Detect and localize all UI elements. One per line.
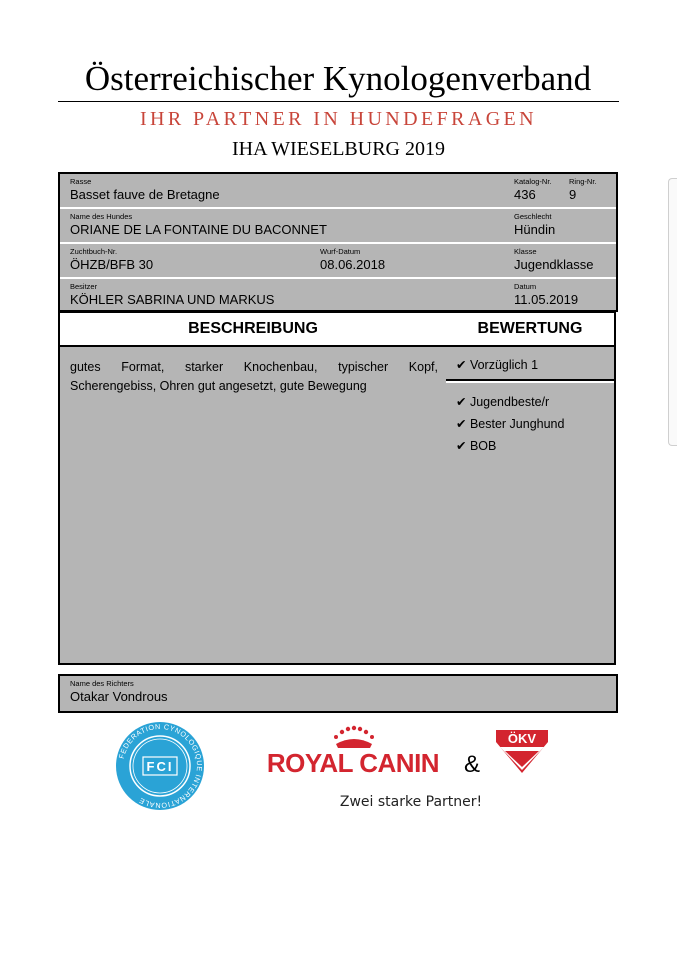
description-text: gutes Format, starker Knochenbau, typischer Kopf, Scherengebiss, Ohren gut angesetzt, gute Bewegung (70, 360, 438, 393)
birthdate-label: Wurf-Datum (320, 247, 361, 256)
fci-logo (116, 722, 204, 810)
okv-logo (496, 730, 548, 773)
date-value: 11.05.2019 (514, 292, 579, 307)
catalog-value: 436 (514, 187, 536, 202)
judge-label: Name des Richters (70, 679, 134, 688)
info-row-registry (60, 244, 616, 279)
owner-value: KÖHLER SABRINA UND MARKUS (70, 292, 275, 307)
fci-text: FCI (146, 759, 174, 774)
catalog-field (514, 177, 552, 204)
info-row-name (60, 209, 616, 244)
breed-field (70, 177, 220, 204)
date-label: Datum (514, 282, 537, 291)
ring-field (569, 177, 597, 204)
studbook-field (70, 247, 153, 274)
dog-name-field (70, 212, 327, 239)
document-title: Österreichischer Kynologenverband (84, 59, 592, 98)
info-row-breed (60, 174, 616, 209)
breed-label: Rasse (70, 177, 92, 186)
evaluation-panel (446, 311, 616, 665)
birthdate-field (320, 247, 385, 274)
royal-canin-logo: ROYAL CANIN (266, 748, 440, 778)
award-item: ✔ BOB (456, 439, 497, 453)
event-name: IHA WIESELBURG 2019 (232, 138, 445, 160)
award-item: ✔ Jugendbeste/r (456, 395, 550, 409)
info-row-owner (60, 279, 616, 312)
description-panel (58, 311, 448, 665)
document-subtitle: IHR PARTNER IN HUNDEFRAGEN (139, 108, 538, 130)
class-field (514, 247, 594, 274)
sex-label: Geschlecht (514, 212, 552, 221)
scrollbar[interactable] (668, 178, 677, 446)
judge-box (58, 674, 618, 713)
judge-value: Otakar Vondrous (70, 689, 168, 704)
catalog-label: Katalog-Nr. (514, 177, 552, 186)
studbook-value: ÖHZB/BFB 30 (70, 257, 154, 272)
class-label: Klasse (514, 247, 537, 256)
okv-text: ÖKV (507, 731, 537, 746)
sponsor-tagline: Zwei starke Partner! (339, 794, 483, 810)
dog-name-label: Name des Hundes (70, 212, 133, 221)
owner-label: Besitzer (70, 282, 98, 291)
sponsor-logos (0, 720, 677, 820)
date-field (514, 282, 578, 309)
evaluation-divider-highlight (446, 381, 614, 383)
title-divider (58, 101, 619, 102)
judge-field (70, 679, 168, 706)
award-item: ✔ Bester Junghund (456, 417, 565, 431)
birthdate-value: 08.06.2018 (320, 257, 386, 272)
breed-value: Basset fauve de Bretagne (70, 187, 220, 202)
dog-name-value: ORIANE DE LA FONTAINE DU BACONNET (70, 222, 327, 237)
description-heading: BESCHREIBUNG (60, 313, 446, 347)
ring-label: Ring-Nr. (569, 177, 597, 186)
sex-value: Hündin (514, 222, 556, 237)
owner-field (70, 282, 274, 309)
evaluation-heading: BEWERTUNG (446, 313, 614, 347)
ring-value: 9 (569, 187, 577, 202)
sex-field (514, 212, 555, 239)
evaluation-grade: ✔ Vorzüglich 1 (456, 358, 539, 372)
fci-ring-text: FEDERATION CYNOLOGIQUE INTERNATIONALE (116, 721, 205, 811)
ampersand: & (463, 751, 481, 778)
studbook-label: Zuchtbuch-Nr. (70, 247, 118, 256)
royal-canin-crown-icon (334, 726, 374, 748)
dog-info-box (58, 172, 618, 312)
class-value: Jugendklasse (514, 257, 594, 272)
